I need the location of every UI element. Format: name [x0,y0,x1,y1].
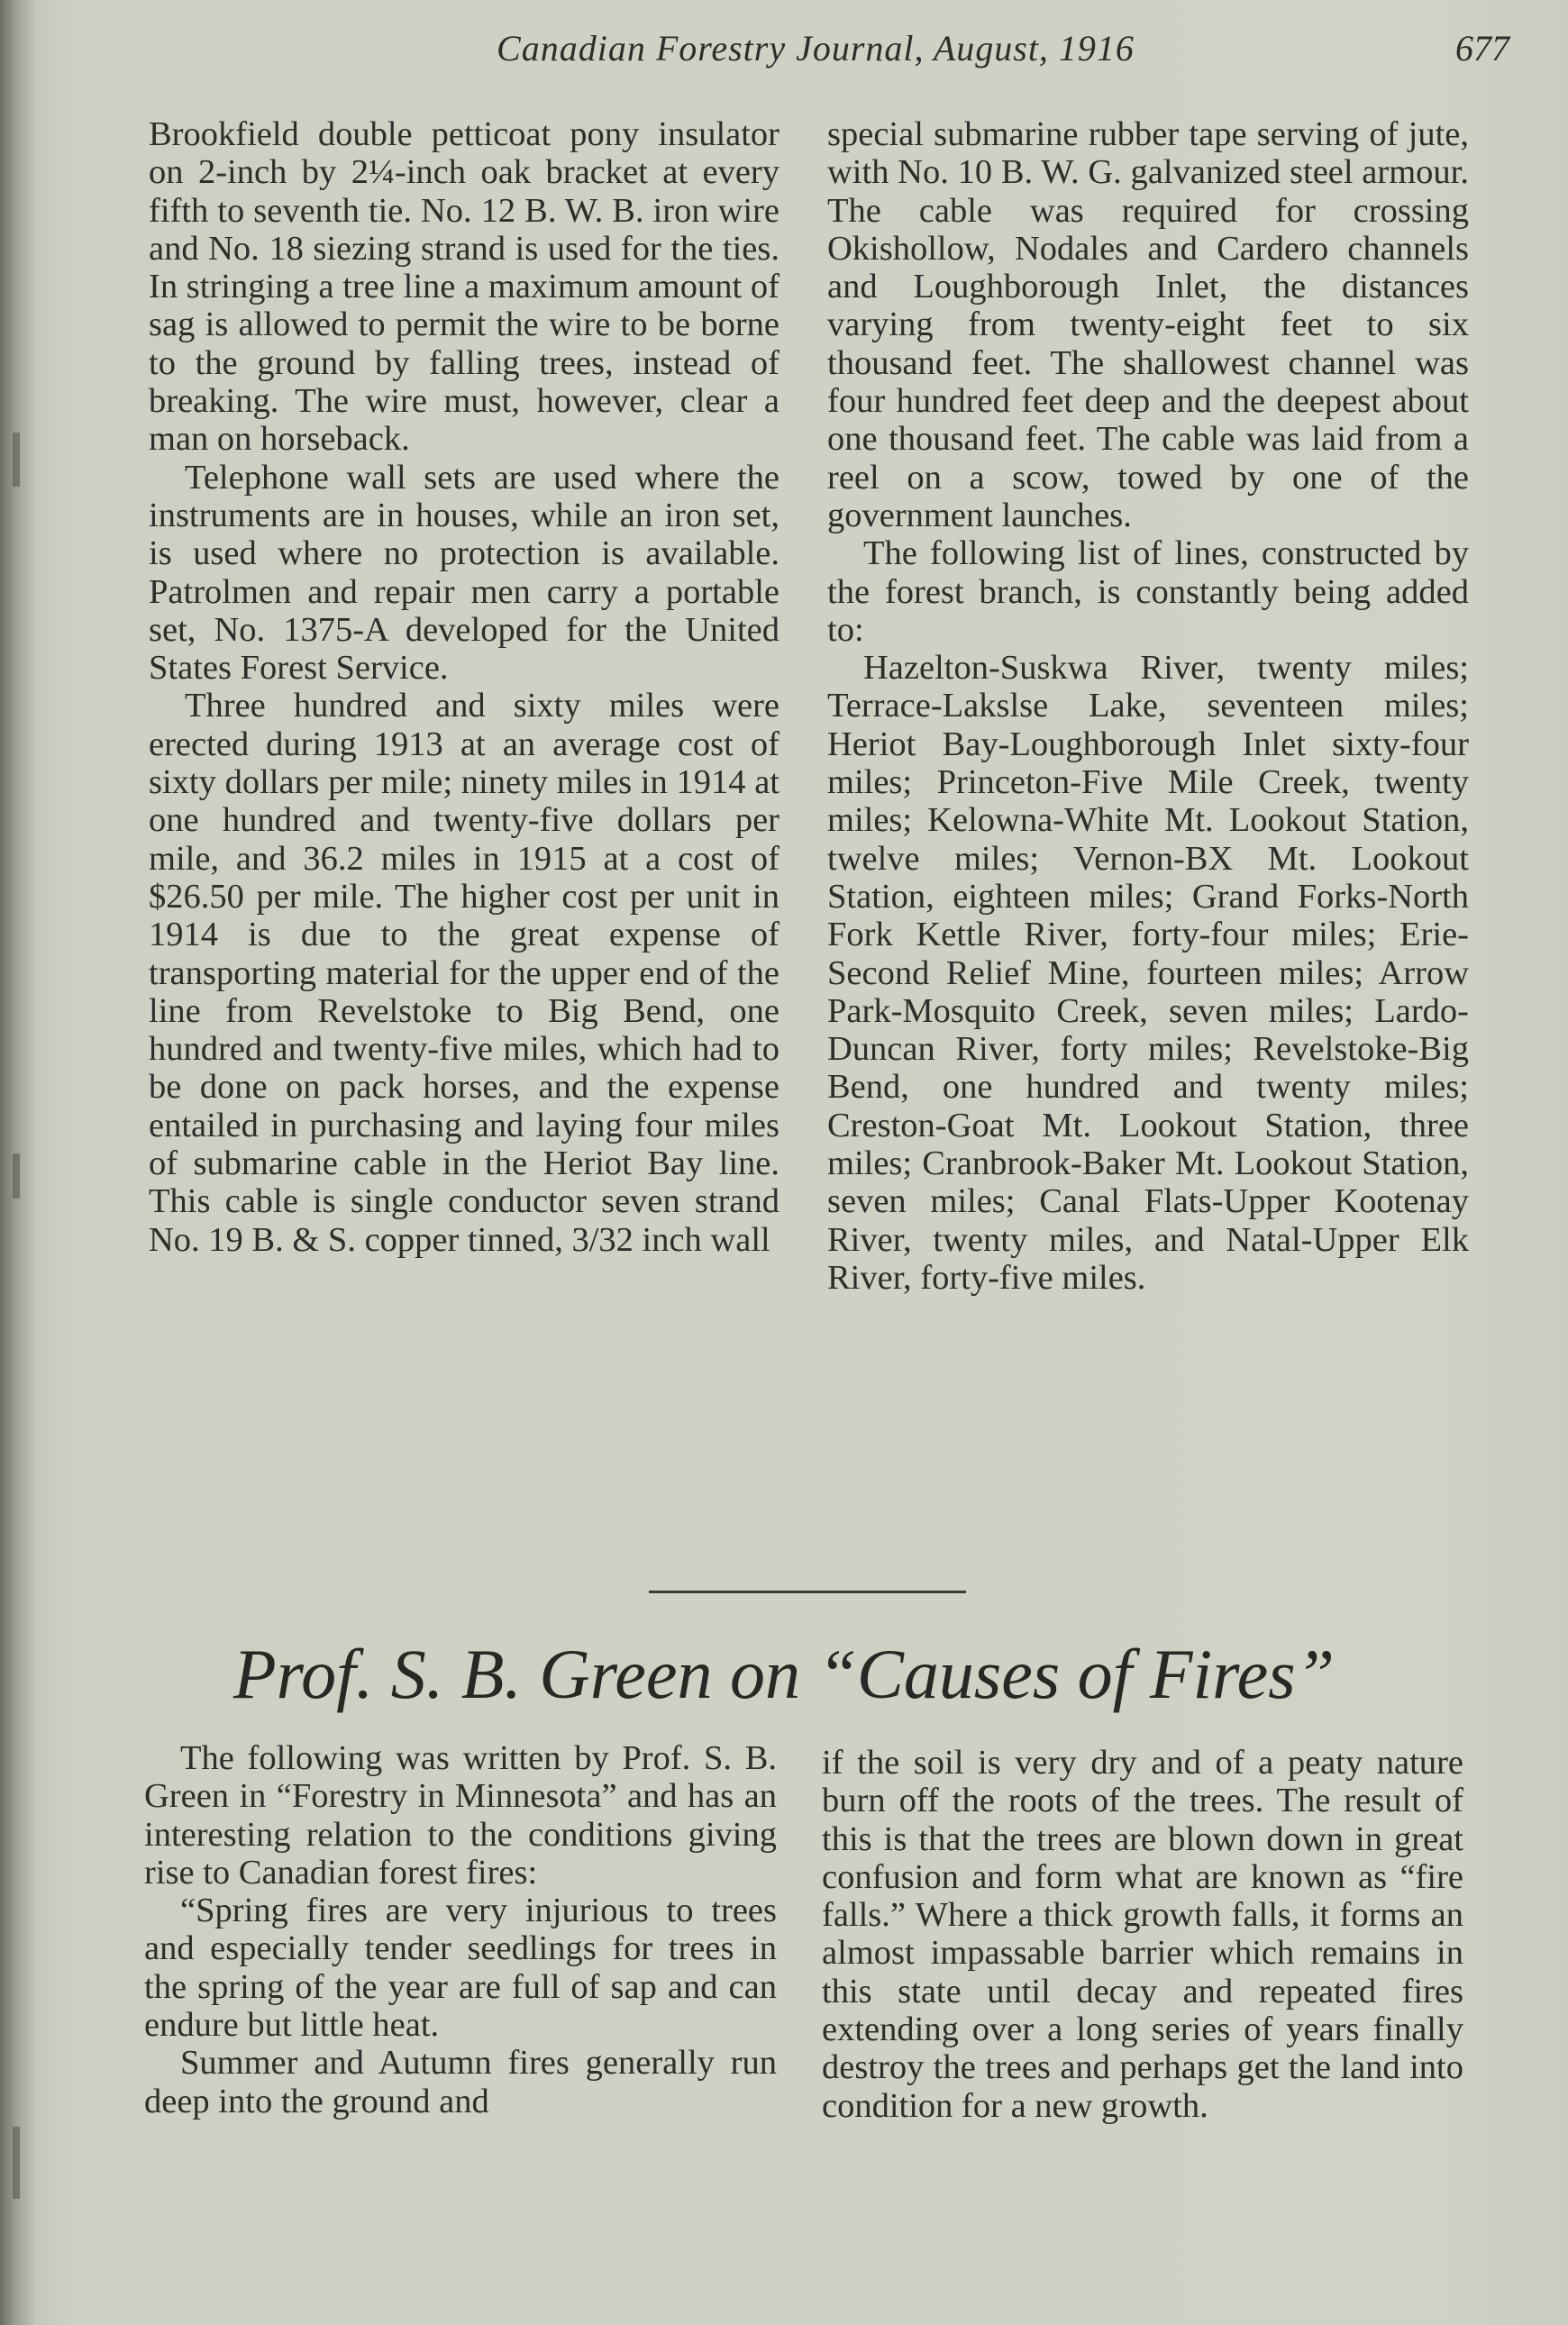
paragraph: special submarine rubber tape serving of jute, with No. 10 B. W. G. galvanized steel armour. The cable was required for crossing Okishollow, Nodales and Cardero channels and Loughborough Inlet, the distances varying from twenty-eight feet to six thousand feet. The shallowest channel was four hundred feet deep and the deepest about one thousand feet. The cable was laid from a reel on a scow, towed by one of the government launches. [827,115,1469,534]
paragraph: Brookfield double petticoat pony insulator on 2-inch by 2¼-inch oak bracket at every fifth to seventh tie. No. 12 B. W. B. iron wire and No. 18 siezing strand is used for the ties. In stringing a tree line a maximum amount of sag is allowed to permit the wire to be borne to the ground by falling trees, instead of breaking. The wire must, however, clear a man on horseback. [149,115,779,459]
paragraph: The following list of lines, constructed by the forest branch, is constantly being added to: [827,534,1469,649]
paragraph: Summer and Autumn fires generally run deep into the ground and [144,2044,777,2120]
bottom-right-column [822,1744,1463,2125]
bottom-left-column [144,1739,777,2120]
article-headline: Prof. S. B. Green on “Causes of Fires” [233,1635,1335,1713]
top-right-column [827,115,1469,1297]
paragraph: Hazelton-Suskwa River, twenty miles; Terrace-Lakslse Lake, seventeen miles; Heriot Bay-Loughborough Inlet sixty-four miles; Princeton-Five Mile Creek, twenty miles; Kelowna-White Mt. Lookout Station, twelve miles; Vernon-BX Mt. Lookout Station, eighteen miles; Grand Forks-North Fork Kettle River, forty-four miles; Erie-Second Relief Mine, fourteen miles; Arrow Park-Mosquito Creek, seven miles; Lardo-Duncan River, forty miles; Revelstoke-Big Bend, one hundred and twenty miles; Creston-Goat Mt. Lookout Station, three miles; Cranbrook-Baker Mt. Lookout Station, seven miles; Canal Flats-Upper Kootenay River, twenty miles, and Natal-Upper Elk River, forty-five miles. [827,649,1469,1297]
binding-mark [13,433,20,487]
paragraph: if the soil is very dry and of a peaty nature burn off the roots of the trees. The result of this is that the trees are blown down in great confusion and form what are known as “fire falls.” Where a thick growth falls, it forms an almost impassable barrier which remains in this state until decay and repeated fires extending over a long series of years finally destroy the trees and perhaps get the land into condition for a new growth. [822,1744,1463,2125]
page-number: 677 [1455,28,1509,68]
section-divider [649,1591,966,1593]
paragraph: Telephone wall sets are used where the instruments are in houses, while an iron set, is used where no protection is available. Patrolmen and repair men carry a portable set, No. 1375-A developed for the United States Forest Service. [149,458,779,688]
running-head: Canadian Forestry Journal, August, 1916 [497,28,1135,68]
paragraph: “Spring fires are very injurious to trees and especially tender seedlings for trees in the spring of the year are full of sap and can endure but little heat. [144,1892,777,2045]
paragraph: The following was written by Prof. S. B. Green in “Forestry in Minnesota” and has an interesting relation to the conditions giving rise to Canadian forest fires: [144,1739,777,1892]
paragraph: Three hundred and sixty miles were erected during 1913 at an average cost of sixty dollars per mile; ninety miles in 1914 at one hundred and twenty-five dollars per mile, and 36.2 miles in 1915 at a cost of $26.50 per mile. The higher cost per unit in 1914 is due to the great expense of transporting material for the upper end of the line from Revelstoke to Big Bend, one hundred and twenty-five miles, which had to be done on pack horses, and the expense entailed in purchasing and laying four miles of submarine cable in the Heriot Bay line. This cable is single conductor seven strand No. 19 B. & S. copper tinned, 3/32 inch wall [149,687,779,1259]
binding-mark [13,1153,20,1199]
binding-mark [13,2127,20,2199]
top-left-column [149,115,779,1259]
